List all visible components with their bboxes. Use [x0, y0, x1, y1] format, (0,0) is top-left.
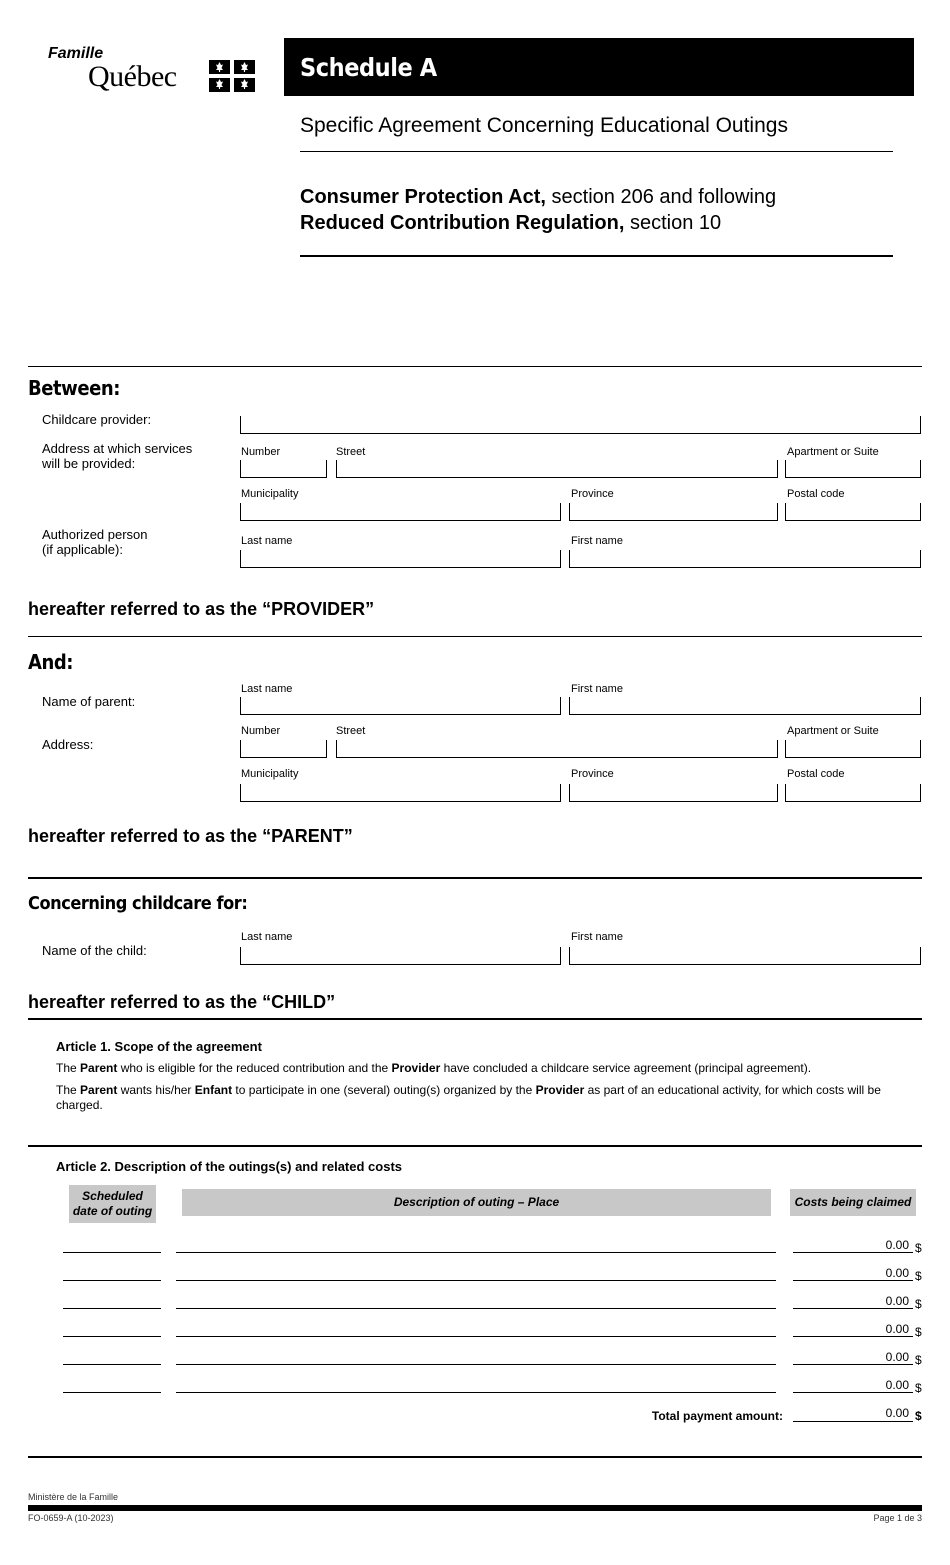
- child-refer-text: hereafter referred to as the “CHILD”: [28, 992, 336, 1012]
- form-code: FO-0659-A (10-2023): [28, 1513, 114, 1523]
- number-caption: Number: [241, 725, 281, 737]
- first-name-caption: First name: [571, 931, 623, 943]
- article1-paragraph-1: The Parent who is eligible for the reduced contribution and the Provider have concluded a childcare service agreement (principal agreement).: [56, 1061, 812, 1075]
- outing-description-field[interactable]: [176, 1252, 776, 1253]
- outing-cost-dollar-sign: $: [915, 1269, 922, 1283]
- outing-date-field[interactable]: [63, 1252, 161, 1253]
- section-divider: [28, 877, 922, 879]
- total-payment-label: Total payment amount:: [651, 1409, 783, 1423]
- last-name-caption: Last name: [241, 931, 293, 943]
- outing-description-field[interactable]: [176, 1308, 776, 1309]
- ministry-name: Ministère de la Famille: [28, 1492, 119, 1502]
- parent-address-label: Address:: [42, 737, 94, 752]
- outing-description-field[interactable]: [176, 1336, 776, 1337]
- street-caption: Street: [336, 446, 366, 458]
- agreement-subtitle: Specific Agreement Concerning Educational Outings: [300, 114, 788, 137]
- header-divider: [300, 255, 893, 257]
- quebec-flag-icon: [209, 60, 255, 92]
- outing-cost-value[interactable]: 0.00: [885, 1238, 909, 1252]
- outing-description-field[interactable]: [176, 1364, 776, 1365]
- parent-postal-field[interactable]: [785, 784, 921, 802]
- provider-apartment-field[interactable]: [785, 460, 921, 478]
- article1-title: Article 1. Scope of the agreement: [56, 1039, 262, 1054]
- description-column-header: Description of outing – Place: [182, 1189, 771, 1216]
- number-caption: Number: [241, 446, 281, 458]
- schedule-title: Schedule A: [300, 53, 437, 82]
- parent-municipality-field[interactable]: [240, 784, 561, 802]
- outing-cost-dollar-sign: $: [915, 1297, 922, 1311]
- provider-municipality-field[interactable]: [240, 503, 561, 521]
- parent-street-field[interactable]: [336, 740, 778, 758]
- childcare-provider-label: Childcare provider:: [42, 412, 152, 427]
- child-last-name-field[interactable]: [240, 947, 561, 965]
- between-heading: Between:: [28, 376, 120, 400]
- parent-name-label: Name of parent:: [42, 694, 136, 709]
- municipality-caption: Municipality: [241, 488, 299, 500]
- outing-cost-underline: [793, 1364, 913, 1365]
- municipality-caption: Municipality: [241, 768, 299, 780]
- outing-cost-value[interactable]: 0.00: [885, 1294, 909, 1308]
- total-dollar-sign: $: [915, 1409, 922, 1423]
- total-payment-value[interactable]: 0.00: [885, 1406, 909, 1420]
- outing-cost-dollar-sign: $: [915, 1241, 922, 1255]
- authorized-last-name-field[interactable]: [240, 550, 561, 568]
- outing-cost-underline: [793, 1336, 913, 1337]
- section-divider: [28, 1018, 922, 1020]
- logo-quebec-text: Québec: [88, 60, 177, 93]
- first-name-caption: First name: [571, 683, 623, 695]
- outing-cost-value[interactable]: 0.00: [885, 1266, 909, 1280]
- last-name-caption: Last name: [241, 535, 293, 547]
- outing-cost-underline: [793, 1280, 913, 1281]
- outing-date-field[interactable]: [63, 1364, 161, 1365]
- childcare-provider-field[interactable]: [240, 416, 921, 434]
- outing-date-field[interactable]: [63, 1336, 161, 1337]
- first-name-caption: First name: [571, 535, 623, 547]
- footer-bar: [28, 1505, 922, 1511]
- provider-street-field[interactable]: [336, 460, 778, 478]
- act-line-1: Consumer Protection Act, section 206 and following: [300, 186, 777, 208]
- authorized-first-name-field[interactable]: [569, 550, 921, 568]
- outing-cost-dollar-sign: $: [915, 1381, 922, 1395]
- logo-famille-text: Famille: [48, 45, 104, 62]
- provider-number-field[interactable]: [240, 460, 327, 478]
- service-address-label: Address at which services will be provided:: [42, 441, 193, 471]
- province-caption: Province: [571, 768, 614, 780]
- section-divider: [28, 366, 922, 367]
- parent-first-name-field[interactable]: [569, 697, 921, 715]
- postal-caption: Postal code: [787, 488, 845, 500]
- outing-cost-value[interactable]: 0.00: [885, 1350, 909, 1364]
- outing-cost-underline: [793, 1392, 913, 1393]
- outing-description-field[interactable]: [176, 1392, 776, 1393]
- outing-cost-value[interactable]: 0.00: [885, 1378, 909, 1392]
- subtitle-divider: [300, 151, 893, 152]
- province-caption: Province: [571, 488, 614, 500]
- section-divider: [28, 636, 922, 637]
- parent-last-name-field[interactable]: [240, 697, 561, 715]
- outing-cost-dollar-sign: $: [915, 1353, 922, 1367]
- article1-paragraph-2: The Parent wants his/her Enfant to participate in one (several) outing(s) organized by the Provider as part of an educational activity, for which costs will be charged.: [56, 1083, 881, 1112]
- date-column-header: Scheduled date of outing: [69, 1185, 156, 1223]
- parent-province-field[interactable]: [569, 784, 778, 802]
- article2-title: Article 2. Description of the outings(s) and related costs: [56, 1159, 403, 1174]
- outing-description-field[interactable]: [176, 1280, 776, 1281]
- child-name-label: Name of the child:: [42, 943, 147, 958]
- outing-cost-dollar-sign: $: [915, 1325, 922, 1339]
- street-caption: Street: [336, 725, 366, 737]
- cost-column-header: Costs being claimed: [790, 1189, 916, 1216]
- outing-date-field[interactable]: [63, 1392, 161, 1393]
- total-underline: [793, 1421, 913, 1422]
- outing-date-field[interactable]: [63, 1308, 161, 1309]
- child-first-name-field[interactable]: [569, 947, 921, 965]
- provider-postal-field[interactable]: [785, 503, 921, 521]
- apartment-caption: Apartment or Suite: [787, 725, 879, 737]
- provider-province-field[interactable]: [569, 503, 778, 521]
- postal-caption: Postal code: [787, 768, 845, 780]
- apartment-caption: Apartment or Suite: [787, 446, 879, 458]
- section-divider: [28, 1456, 922, 1458]
- act-line-2: Reduced Contribution Regulation, section 10: [300, 212, 722, 234]
- authorized-person-label: Authorized person (if applicable):: [42, 527, 148, 557]
- outing-cost-underline: [793, 1308, 913, 1309]
- parent-apartment-field[interactable]: [785, 740, 921, 758]
- last-name-caption: Last name: [241, 683, 293, 695]
- provider-refer-text: hereafter referred to as the “PROVIDER”: [28, 599, 375, 619]
- outing-cost-underline: [793, 1252, 913, 1253]
- page-number: Page 1 de 3: [873, 1513, 922, 1523]
- parent-refer-text: hereafter referred to as the “PARENT”: [28, 826, 353, 846]
- parent-number-field[interactable]: [240, 740, 327, 758]
- section-divider: [28, 1145, 922, 1147]
- concerning-heading: Concerning childcare for:: [28, 893, 248, 914]
- outing-date-field[interactable]: [63, 1280, 161, 1281]
- outing-cost-value[interactable]: 0.00: [885, 1322, 909, 1336]
- and-heading: And:: [28, 650, 74, 674]
